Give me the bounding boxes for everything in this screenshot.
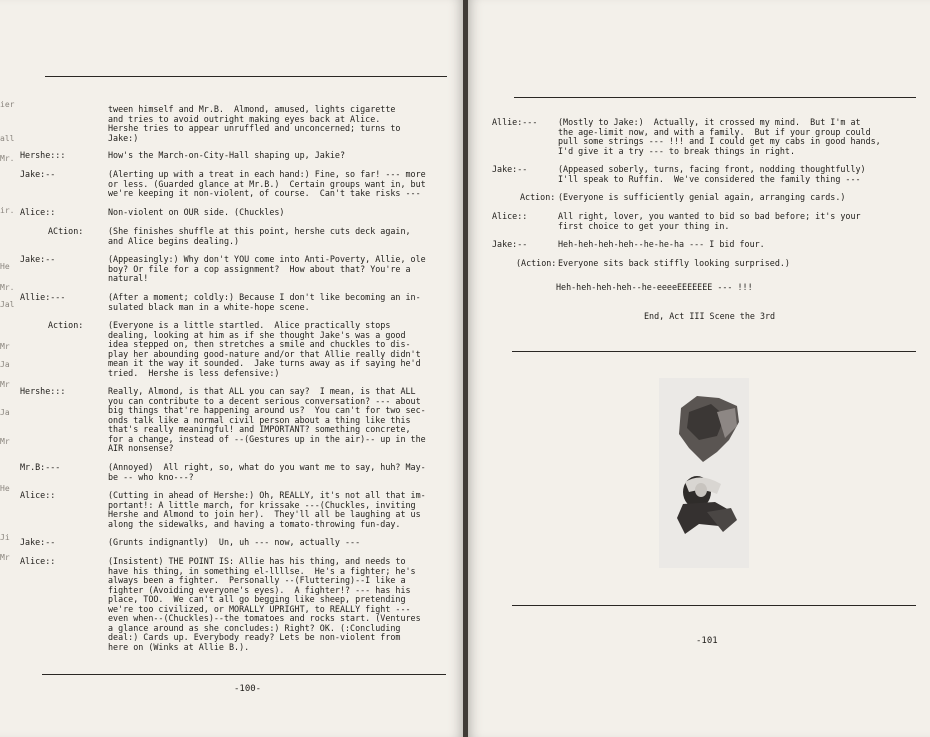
script-line: boy? Or file for a cop assignment? How about that? You're a <box>108 263 411 274</box>
script-line: (Annoyed) All right, so, what do you want me to say, huh? May- <box>108 462 426 472</box>
bleed-through-text: Mr <box>0 380 10 389</box>
script-line: I'd give it a try --- to break things in right. <box>558 145 795 156</box>
bleed-through-text: all <box>0 134 15 143</box>
speaker-label: Allie:--- <box>492 117 538 127</box>
script-line: How's the March-on-City-Hall shaping up, Jakie? <box>108 150 345 160</box>
laugh-line: Heh-heh-heh-heh--he-eeeeEEEEEEE --- !!! <box>556 282 753 292</box>
script-line: deal:) Cards up. Everybody ready? Lets be non-violent from <box>108 632 401 642</box>
script-line: and tries to avoid outright making eyes back at Alice. <box>108 113 381 124</box>
script-line: along the sidewalks, and having a tomato-throwing fun-day. <box>108 518 401 529</box>
speaker-label: Allie:--- <box>20 292 66 302</box>
script-line: (Everyone is sufficiently genial again, arranging cards.) <box>558 192 846 202</box>
bleed-through-text: Mr. <box>0 154 15 163</box>
script-line: idea stepped on, then stretches a smile and chuckles to dis- <box>108 339 411 349</box>
speaker-label: Jake:-- <box>20 254 56 264</box>
script-line: here on (Winks at Allie B.). <box>108 641 250 652</box>
script-line: Hershe and Almond to join her). They'll all be laughing at us <box>108 509 421 519</box>
script-line: (Cutting in ahead of Hershe:) Oh, REALLY, it's not all that im- <box>108 490 426 500</box>
script-line: play her abounding good-nature and/or that Allie really didn't <box>108 348 421 359</box>
script-line: we're too civilized, or MORALLY UPRIGHT, to REALLY fight --- <box>108 603 411 614</box>
script-line: (Alerting up with a treat in each hand:) Fine, so far! --- more <box>108 169 426 179</box>
bottom-rule <box>42 674 446 675</box>
script-line: I'll speak to Ruffin. We've considered the family thing --- <box>558 173 861 184</box>
script-line: (Mostly to Jake:) Actually, it crossed my mind. But I'm at <box>558 117 861 127</box>
collage-figures-icon <box>659 378 749 568</box>
page-number-right: -101 <box>696 636 718 646</box>
script-line: for a change, instead of --(Gestures up in the air)-- up in the <box>108 433 426 444</box>
speaker-label: ACtion: <box>48 226 84 236</box>
bleed-through-text: Mr <box>0 437 10 446</box>
script-line: Everyone sits back stiffly looking surprised.) <box>558 258 790 268</box>
top-rule <box>45 76 447 77</box>
speaker-label: Jake:-- <box>20 537 56 547</box>
speaker-label: Action: <box>48 320 84 330</box>
script-line: dealing, looking at him as if she thought Jake's was a good <box>108 329 406 340</box>
speaker-label: Hershe::: <box>20 150 66 160</box>
script-line: (Grunts indignantly) Un, uh --- now, actually --- <box>108 537 361 547</box>
script-line: and Alice begins dealing.) <box>108 235 240 246</box>
speaker-label: Jake:-- <box>492 164 528 174</box>
script-line: always been a fighter. Personally --(Fluttering)--I like a <box>108 575 406 585</box>
script-line: tried. Hershe is less defensive:) <box>108 367 280 378</box>
bleed-through-text: Ja <box>0 408 10 417</box>
script-line: tween himself and Mr.B. Almond, amused, lights cigarette <box>108 104 396 114</box>
script-line: Heh-heh-heh-heh--he-he-ha --- I bid four. <box>558 239 765 249</box>
speaker-label: Alice:: <box>20 207 56 217</box>
script-line: even when--(Chuckles)--the tomatoes and rocks start. (Ventures <box>108 613 421 623</box>
speaker-label: Jake:-- <box>492 239 528 249</box>
right-script-body <box>492 118 930 278</box>
right-page <box>468 0 930 737</box>
speaker-label: Alice:: <box>20 556 56 566</box>
scene-end: End, Act III Scene the 3rd <box>644 311 776 321</box>
bleed-through-text: ier <box>0 100 15 109</box>
script-line: (Insistent) THE POINT IS: Allie has his thing, and needs to <box>108 556 406 566</box>
script-line: sulated black man in a white-hope scene. <box>108 301 310 312</box>
bleed-through-text: Mr <box>0 553 10 562</box>
top-rule <box>514 97 916 98</box>
script-line: (After a moment; coldly:) Because I don't like becoming an in- <box>108 292 421 302</box>
script-line: (She finishes shuffle at this point, hershe cuts deck again, <box>108 226 411 236</box>
bleed-through-text: He <box>0 484 10 493</box>
speaker-label: Action: <box>520 192 556 202</box>
left-script-body <box>20 105 460 665</box>
bleed-through-text: He <box>0 262 10 271</box>
bottom-rule <box>512 605 916 606</box>
script-line: Non-violent on OUR side. (Chuckles) <box>108 207 285 217</box>
bleed-through-text: Mr. <box>0 283 15 292</box>
speaker-label: Alice:: <box>492 211 528 221</box>
bleed-through-text: Ji <box>0 533 10 542</box>
script-line: be -- who kno---? <box>108 471 194 482</box>
collage-illustration <box>659 378 749 568</box>
script-line: onds talk like a normal civil person about a thing like this <box>108 414 411 425</box>
script-line: have his thing, in something el-llllse. He's a fighter; he's <box>108 565 416 576</box>
script-line: (Appeased soberly, turns, facing front, nodding thoughtfully) <box>558 164 866 174</box>
script-line: place, TOO. We can't all go begging like sheep, pretending <box>108 594 406 604</box>
script-line: (Everyone is a little startled. Alice practically stops <box>108 320 391 330</box>
script-line: Jake:) <box>108 132 139 143</box>
script-line: pull some strings --- !!! and I could get my cabs in good hands, <box>558 136 881 146</box>
mid-rule <box>512 351 916 352</box>
left-page <box>0 0 463 737</box>
script-line: first choice to get your thing in. <box>558 220 730 231</box>
script-line: a glance around as she concludes:) Right? OK. (:Concluding <box>108 622 401 633</box>
script-line: the age-limit now, and with a family. But if your group could <box>558 126 871 137</box>
script-line: Hershe tries to appear unruffled and unconcerned; turns to <box>108 123 401 133</box>
script-line: AIR nonsense? <box>108 443 174 453</box>
script-line: we're keeping it non-violent, of course. Can't take risks --- <box>108 188 421 198</box>
speaker-label: Hershe::: <box>20 386 66 396</box>
bleed-through-text: ir. <box>0 206 15 215</box>
script-line: All right, lover, you wanted to bid so bad before; it's your <box>558 211 861 221</box>
speaker-label: Jake:-- <box>20 169 56 179</box>
speaker-label: Mr.B:--- <box>20 462 61 472</box>
bleed-through-text: Ja <box>0 360 10 369</box>
page-number-left: -100- <box>234 684 262 694</box>
script-line: you can contribute to a decent serious conversation? --- about <box>108 395 421 406</box>
speaker-label: (Action: <box>516 258 557 268</box>
script-line: portant!: A little march, for krissake ---(Chuckles, inviting <box>108 499 416 510</box>
script-line: mean it the way it sounded. Jake turns away as if saying he'd <box>108 358 421 368</box>
script-line: or less. (Guarded glance at Mr.B.) Certain groups want in, but <box>108 178 426 189</box>
bleed-through-text: Jal <box>0 300 15 309</box>
script-line: fighter (Avoiding everyone's eyes). A fighter!? --- has his <box>108 584 411 595</box>
bleed-through-text: Mr <box>0 342 10 351</box>
script-line: (Appeasingly:) Why don't YOU come into Anti-Poverty, Allie, ole <box>108 254 426 264</box>
speaker-label: Alice:: <box>20 490 56 500</box>
script-line: big things that're happening around us? You can't for two sec- <box>108 405 426 415</box>
script-line: natural! <box>108 273 149 283</box>
script-line: Really, Almond, is that ALL you can say? I mean, is that ALL <box>108 386 416 396</box>
script-line: that's really meaningful! and IMPORTANT? something concrete, <box>108 424 411 434</box>
